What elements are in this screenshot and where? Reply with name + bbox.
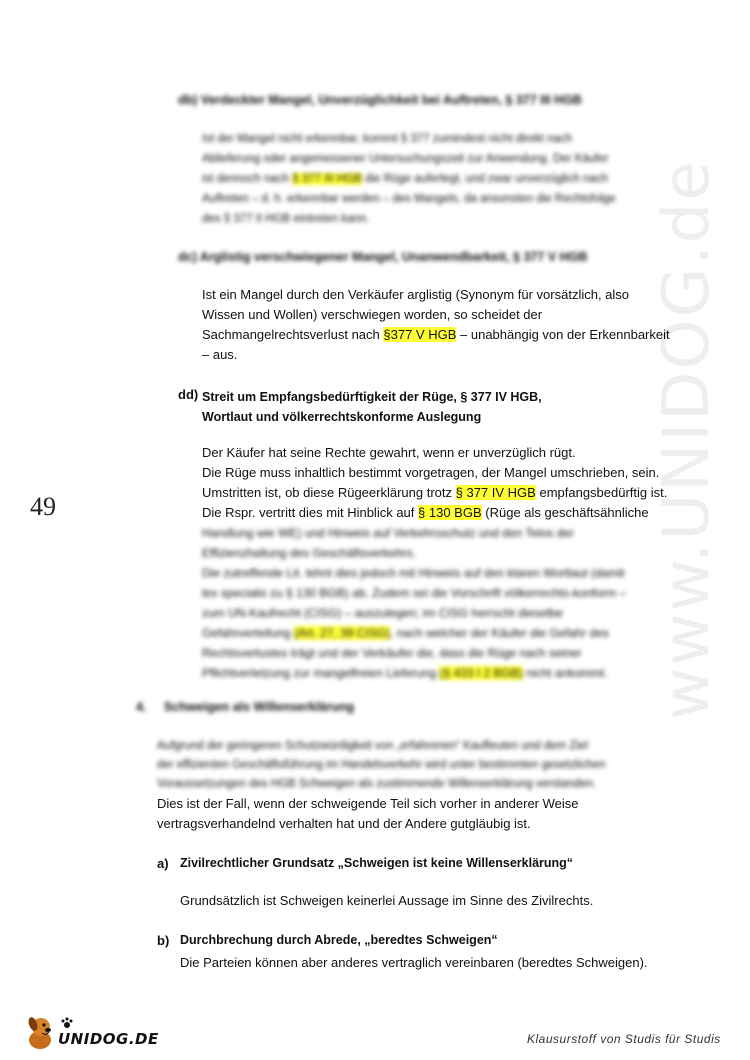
- section-4-heading: Schweigen als Willenserklärung: [163, 700, 355, 714]
- dd-highlight-433: (§ 433 I 2 BGB): [439, 666, 523, 680]
- section-b-label: b): [157, 933, 170, 948]
- section-dc-header: [178, 250, 587, 264]
- db-highlight: § 377 III HGB: [292, 173, 362, 185]
- dd-line: lex specialis zu § 130 BGB) ab. Zudem sei die Vorschrift völkerrechts-konform –: [202, 586, 627, 600]
- dc-line: Ist ein Mangel durch den Verkäufer arglistig (Synonym für vorsätzlich, also: [202, 287, 630, 302]
- section-db: [178, 93, 618, 107]
- section-4-body-blurred: [157, 737, 677, 794]
- footer-logo[interactable]: [20, 1012, 160, 1052]
- section-dd-body-blurred: [202, 523, 692, 683]
- section-dc-label: dc): [178, 250, 197, 264]
- dd-line: Handlung wie WE) und Hinweis auf Verkehrsschutz und den Telos der: [202, 526, 574, 540]
- logo-text: UNIDOG.DE: [58, 1030, 159, 1048]
- dd-line-hl: Die Rspr. vertritt dies mit Hinblick auf § 130 BGB (Rüge als geschäftsähnliche: [202, 505, 649, 520]
- s4-line: Aufgrund der geringeren Schutzwürdigkeit von „erfahrenen“ Kaufleuten und dem Ziel: [157, 740, 588, 752]
- watermark: www.UNIDOG.de: [650, 159, 724, 720]
- section-b-text: Die Parteien können aber anderes vertraglich vereinbaren (beredtes Schweigen).: [180, 955, 648, 970]
- s4-line: Voraussetzungen des HGB Schweigen als zustimmende Willenserklärung verstanden.: [157, 778, 597, 790]
- dc-line: Wissen und Wollen) verschwiegen worden, so scheidet der: [202, 307, 543, 322]
- section-4-header: [136, 700, 354, 714]
- dc-highlight: §377 V HGB: [383, 327, 457, 342]
- section-db-heading: Verdeckter Mangel, Unverzüglichkeit bei Auftreten, § 377 III HGB: [200, 93, 582, 107]
- dd-line-hl: Gefahrverteilung (Art. 27, 39 CISG), nach welcher der Käufer die Gefahr des: [202, 626, 609, 640]
- paw-icon: [60, 1016, 74, 1030]
- db-line: des § 377 II HGB eintreten kann.: [202, 213, 370, 225]
- s4-line: Dies ist der Fall, wenn der schweigende Teil sich vorher in anderer Weise: [157, 796, 579, 811]
- db-line: Ablieferung oder angemessener Untersuchungszeit zur Anwendung. Der Käufer: [202, 153, 609, 165]
- dd-line: Die Rüge muss inhaltlich bestimmt vorgetragen, der Mangel umschrieben, sein.: [202, 465, 660, 480]
- dc-line: – aus.: [202, 347, 238, 362]
- section-dd-label: dd): [178, 387, 199, 402]
- section-db-label: db): [178, 93, 198, 107]
- section-4-body: [157, 794, 677, 834]
- dd-line: Rechtsverlustes trägt und der Verkäufer die, dass die Rüge nach seiner: [202, 646, 582, 660]
- section-dc-heading: Arglistig verschwiegener Mangel, Unanwendbarkeit, § 377 V HGB: [199, 250, 588, 264]
- footer-tagline: Klausurstoff von Studis für Studis: [527, 1032, 721, 1046]
- dd-line-hl: Umstritten ist, ob diese Rügeerklärung trotz § 377 IV HGB empfangsbedürftig ist.: [202, 485, 668, 500]
- dd-highlight-377: § 377 IV HGB: [455, 485, 536, 500]
- dc-line-hl: Sachmangelrechtsverlust nach §377 V HGB – unabhängig von der Erkennbarkeit: [202, 327, 670, 342]
- section-4-label: 4.: [136, 700, 147, 714]
- section-dd-body: [202, 443, 692, 523]
- section-dc-body: [202, 285, 682, 365]
- db-line-hl: ist dennoch nach § 377 III HGB die Rüge auferlegt, und zwar unverzüglich nach: [202, 173, 608, 185]
- page-number: 49: [30, 492, 56, 521]
- dd-line: Die zutreffende Lit. lehnt dies jedoch mit Hinweis auf den klaren Wortlaut (damit: [202, 566, 625, 580]
- s4-line: der effizienten Geschäftsführung im Handelsverkehr wird unter bestimmten gesetzlichen: [157, 759, 606, 771]
- dd-highlight-cisg: (Art. 27, 39 CISG): [294, 626, 391, 640]
- dd-line: zum UN-Kaufrecht (CISG) – auszulegen; im CISG herrscht dieselbe: [202, 606, 563, 620]
- section-a-text: Grundsätzlich ist Schweigen keinerlei Aussage im Sinne des Zivilrechts.: [180, 893, 594, 908]
- dd-line-hl: Pflichtverletzung zur mangelfreien Lieferung (§ 433 I 2 BGB) nicht ankommt.: [202, 666, 608, 680]
- dd-heading-line: Streit um Empfangsbedürftigkeit der Rüge, § 377 IV HGB,: [202, 390, 542, 404]
- dd-heading-line: Wortlaut und völkerrechtskonforme Auslegung: [202, 410, 482, 424]
- section-a-heading: Zivilrechtlicher Grundsatz „Schweigen ist keine Willenserklärung“: [180, 856, 574, 870]
- section-a-label: a): [157, 856, 169, 871]
- s4-line: vertragsverhandelnd verhalten hat und der Andere gutgläubig ist.: [157, 816, 531, 831]
- dd-highlight-130: § 130 BGB: [418, 505, 482, 520]
- db-line: Auftreten – d. h. erkennbar werden – des Mangels, da ansonsten die Rechtsfolge: [202, 193, 616, 205]
- dd-line: Der Käufer hat seine Rechte gewahrt, wenn er unverzüglich rügt.: [202, 445, 576, 460]
- section-db-body: [202, 129, 672, 229]
- db-line: Ist der Mangel nicht erkennbar, kommt § 377 zumindest nicht direkt nach: [202, 133, 573, 145]
- section-b-heading: Durchbrechung durch Abrede, „beredtes Schweigen“: [180, 933, 498, 947]
- dd-line: Effizienzhaltung des Geschäftsverkehrs.: [202, 546, 416, 560]
- dog-logo-icon: [20, 1012, 60, 1052]
- section-dd-heading: [202, 387, 542, 427]
